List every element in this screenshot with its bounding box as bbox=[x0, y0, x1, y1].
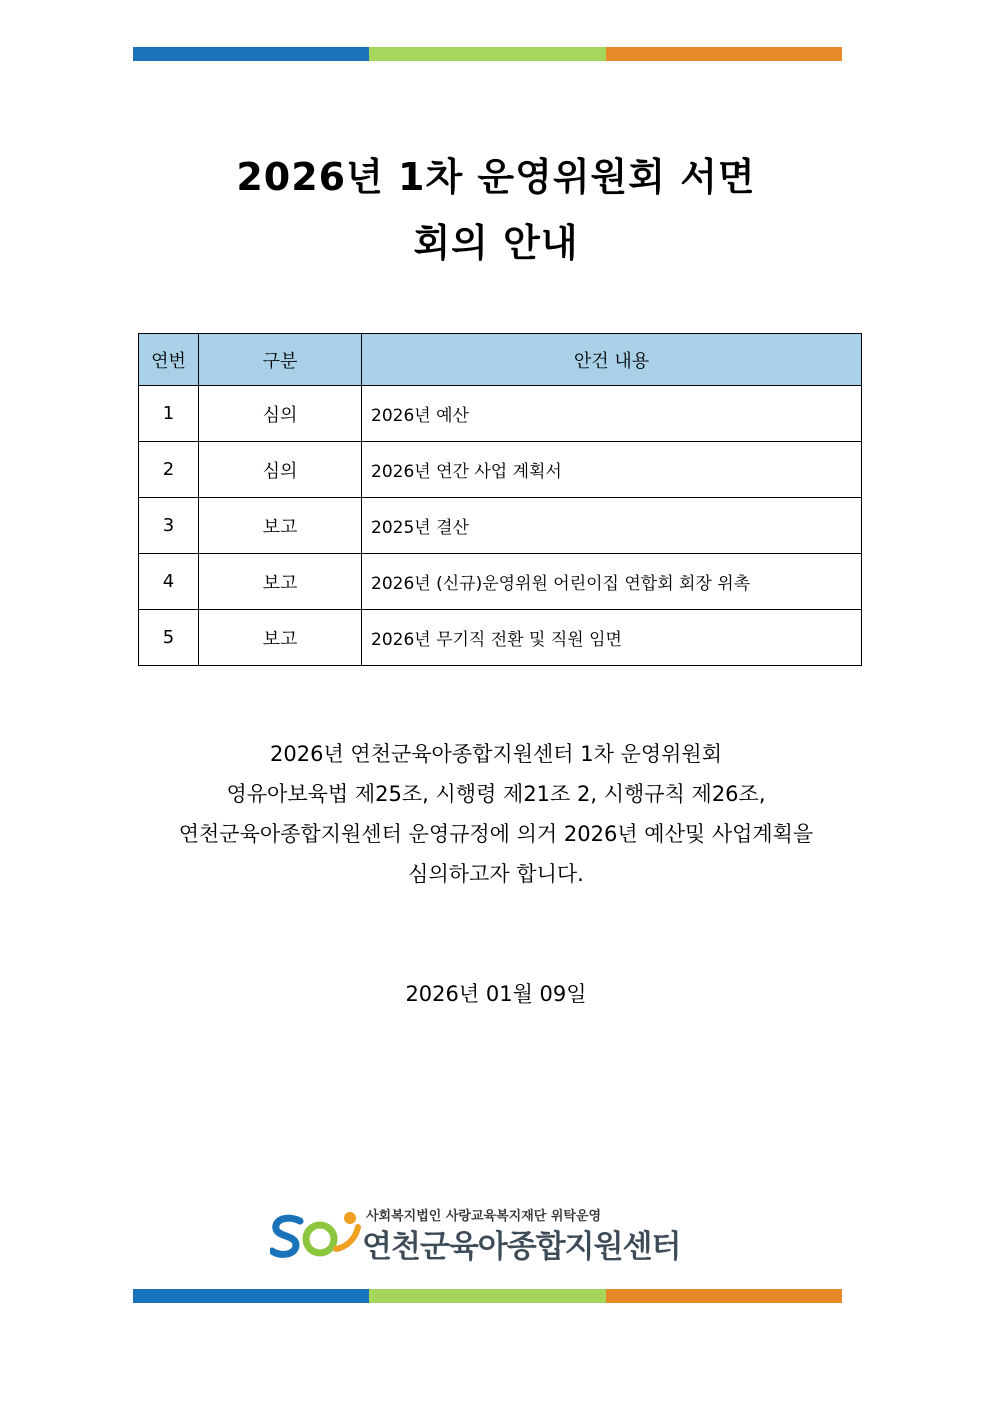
table-header-row bbox=[139, 334, 862, 386]
color-bar-green bbox=[369, 1289, 605, 1303]
logo-name: 연천군육아종합지원센터 bbox=[362, 1229, 681, 1265]
header-no: 연번 bbox=[139, 334, 199, 386]
row-no: 1 bbox=[139, 386, 199, 442]
header-content: 안건 내용 bbox=[362, 334, 862, 386]
agenda-table bbox=[138, 333, 862, 666]
notice-body bbox=[0, 734, 992, 894]
row-no: 3 bbox=[139, 498, 199, 554]
color-bar-orange bbox=[606, 1289, 842, 1303]
row-no: 4 bbox=[139, 554, 199, 610]
row-content: 2026년 (신규)운영위원 어린이집 연합회 회장 위촉 bbox=[362, 554, 862, 610]
center-logo bbox=[270, 1205, 700, 1263]
row-content: 2026년 무기직 전환 및 직원 임면 bbox=[362, 610, 862, 666]
notice-line: 연천군육아종합지원센터 운영규정에 의거 2026년 예산및 사업계획을 bbox=[178, 822, 814, 846]
table-row bbox=[139, 498, 862, 554]
row-content: 2026년 연간 사업 계획서 bbox=[362, 442, 862, 498]
row-no: 2 bbox=[139, 442, 199, 498]
color-bar-green bbox=[369, 47, 605, 61]
row-category: 보고 bbox=[199, 610, 362, 666]
top-color-bar bbox=[133, 47, 842, 61]
page-subtitle: 회의 안내 bbox=[413, 221, 579, 265]
table-row bbox=[139, 442, 862, 498]
soi-logo-icon bbox=[270, 1209, 362, 1261]
color-bar-orange bbox=[606, 47, 842, 61]
table-row bbox=[139, 386, 862, 442]
row-category: 보고 bbox=[199, 498, 362, 554]
notice-line: 영유아보육법 제25조, 시행령 제21조 2, 시행규칙 제26조, bbox=[226, 782, 766, 806]
table-row bbox=[139, 554, 862, 610]
page-title: 2026년 1차 운영위원회 서면 bbox=[236, 155, 756, 199]
row-category: 보고 bbox=[199, 554, 362, 610]
bottom-color-bar bbox=[133, 1289, 842, 1303]
table-row bbox=[139, 610, 862, 666]
row-category: 심의 bbox=[199, 442, 362, 498]
notice-date: 2026년 01월 09일 bbox=[405, 982, 587, 1006]
header-category: 구분 bbox=[199, 334, 362, 386]
notice-line: 2026년 연천군육아종합지원센터 1차 운영위원회 bbox=[270, 742, 722, 766]
color-bar-blue bbox=[133, 1289, 369, 1303]
notice-line: 심의하고자 합니다. bbox=[408, 862, 584, 886]
logo-subtitle: 사회복지법인 사랑교육복지재단 위탁운영 bbox=[366, 1209, 602, 1224]
row-no: 5 bbox=[139, 610, 199, 666]
row-content: 2025년 결산 bbox=[362, 498, 862, 554]
color-bar-blue bbox=[133, 47, 369, 61]
row-content: 2026년 예산 bbox=[362, 386, 862, 442]
row-category: 심의 bbox=[199, 386, 362, 442]
